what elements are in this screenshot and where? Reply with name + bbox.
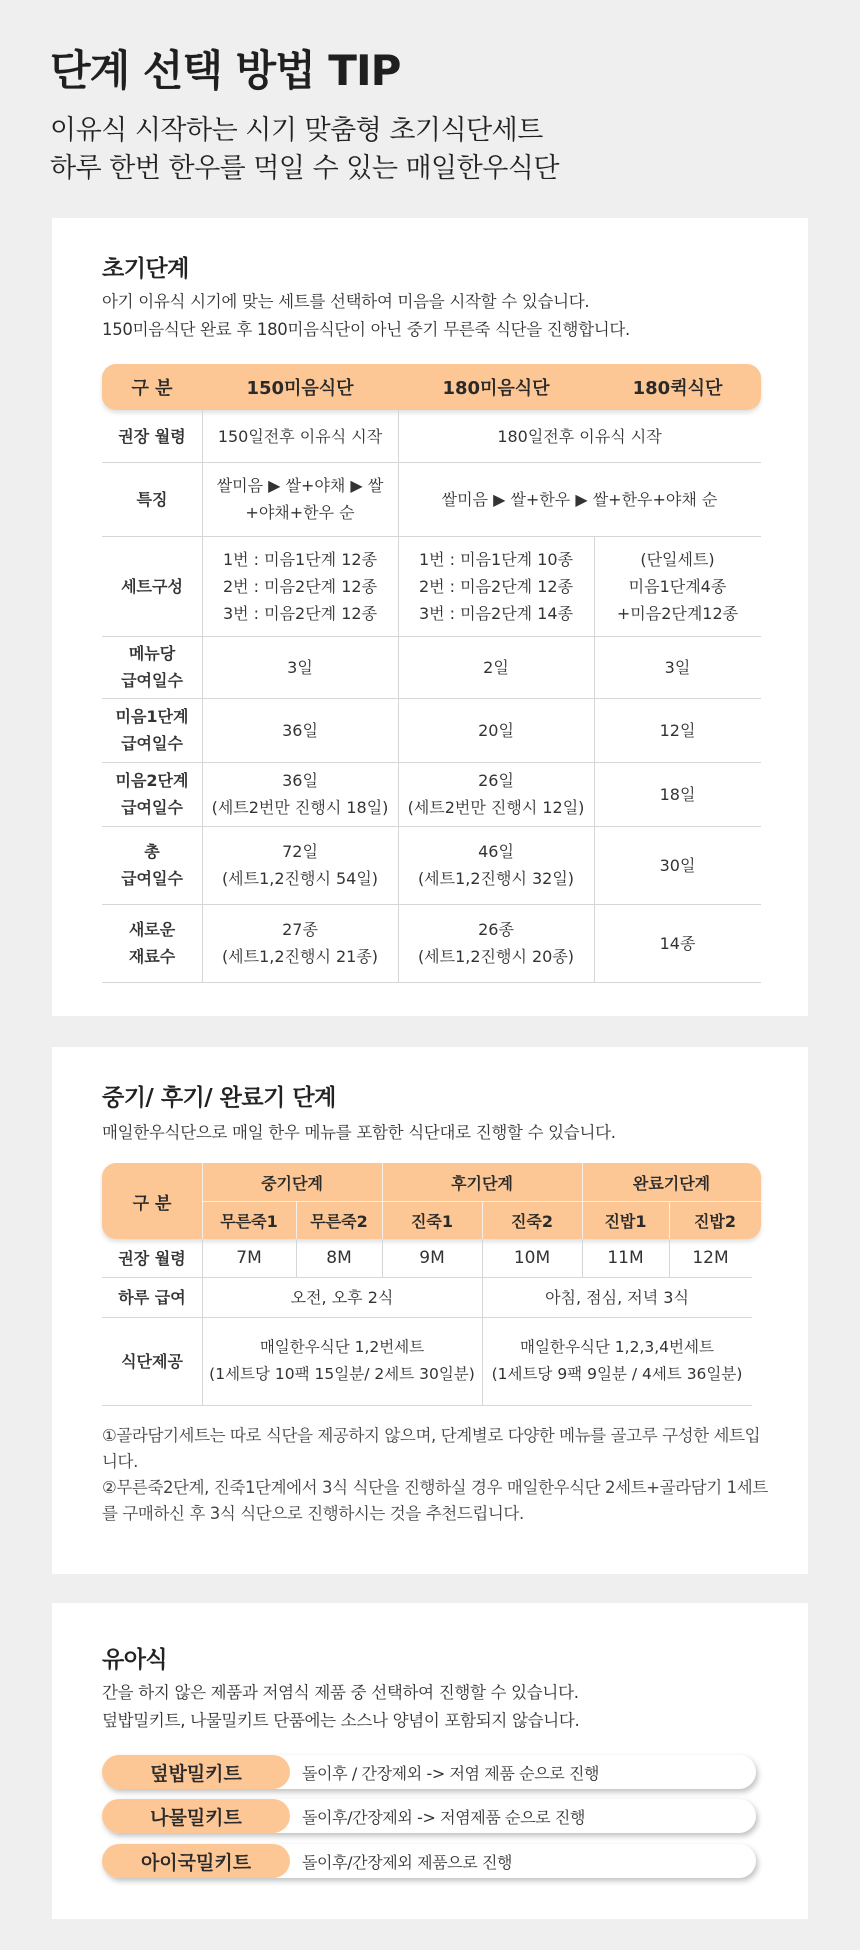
row-label: 세트구성 [121, 576, 183, 596]
header-150: 150미음식단 [246, 378, 354, 399]
header-sub: 무른죽1 [220, 1211, 278, 1231]
cell-line: +야채+한우 순 [245, 503, 355, 522]
cell: 오전, 오후 2식 [290, 1287, 394, 1307]
toddler-card [52, 1603, 808, 1919]
cell-line: 1번 : 미음1단계 12종 [222, 549, 378, 569]
cell: 3일 [664, 657, 691, 677]
row-label [102, 904, 202, 982]
cell: 11M [607, 1247, 644, 1268]
table-row [102, 904, 761, 983]
cell: 9M [419, 1247, 445, 1268]
toddler-desc-line-2: 덮밥밀키트, 나물밀키트 단품에는 소스나 양념이 포함되지 않습니다. [102, 1711, 580, 1730]
subtitle-line-1: 이유식 시작하는 시기 맞춤형 초기식단세트 [50, 115, 543, 146]
table-row [102, 536, 761, 637]
cell: 180일전후 이유식 시작 [497, 426, 662, 446]
cell-line: (1세트당 10팩 15일분/ 2세트 30일분) [209, 1365, 475, 1383]
cell [398, 762, 594, 826]
cell: 7M [236, 1247, 262, 1268]
page-subtitle [50, 112, 830, 188]
table-row [102, 1277, 752, 1318]
cell-line: 1번 : 미음1단계 10종 [418, 549, 574, 569]
row-label [102, 698, 202, 762]
note-1: ①골라담기세트는 따로 식단을 제공하지 않으며, 단계별로 다양한 메뉴를 골고루 구성한 세트입니다. [102, 1426, 761, 1471]
cell: 12M [692, 1247, 729, 1268]
label-line: 총 [144, 842, 160, 861]
cell-line: (단일세트) [640, 549, 715, 569]
cell [482, 1317, 752, 1405]
cell-line: 2번 : 미음2단계 12종 [418, 576, 574, 596]
cell-line: (세트2번만 진행시 12일) [407, 798, 585, 817]
label-line: 새로운 [128, 920, 176, 939]
header-group-late: 후기단계 [451, 1173, 513, 1193]
table-row [102, 698, 761, 763]
kit-name: 나물밀키트 [102, 1799, 290, 1833]
row-label [102, 762, 202, 826]
cell: 30일 [659, 855, 696, 875]
cell: 14종 [659, 933, 696, 953]
toddler-description [102, 1679, 579, 1735]
kit-name: 덮밥밀키트 [102, 1755, 290, 1789]
header-sub: 무른죽2 [310, 1211, 368, 1231]
cell: 쌀미음 ▶ 쌀+한우 ▶ 쌀+한우+야채 순 [441, 489, 718, 509]
middle-stage-card [52, 1047, 808, 1574]
cell [202, 904, 398, 982]
cell-line: (세트2번만 진행시 18일) [211, 798, 389, 817]
cell-line: 3번 : 미음2단계 12종 [222, 603, 378, 623]
middle-stage-description: 매일한우식단으로 매일 한우 메뉴를 포함한 식단대로 진행할 수 있습니다. [102, 1123, 616, 1142]
subtitle-line-2: 하루 한번 한우를 먹일 수 있는 매일한우식단 [50, 153, 559, 184]
cell-line: +미음2단계12종 [616, 603, 739, 623]
table-row [102, 762, 761, 827]
label-line: 급여일수 [121, 869, 183, 888]
cell-line: (1세트당 9팩 9일분 / 4세트 36일분) [491, 1365, 743, 1383]
cell-line: 36일 [282, 771, 318, 790]
row-label: 권장 월령 [118, 426, 186, 446]
header-quick: 180퀵식단 [632, 378, 723, 399]
cell-line: (세트1,2진행시 21종) [221, 947, 379, 966]
cell-line: 26일 [478, 771, 514, 790]
table-row [102, 826, 761, 905]
table-header [102, 364, 761, 410]
cell: 10M [513, 1247, 551, 1268]
row-label: 식단제공 [121, 1351, 183, 1371]
cell: 36일 [282, 720, 318, 740]
cell-line: 쌀미음 ▶ 쌀+야채 ▶ 쌀 [216, 476, 384, 495]
cell-line: (세트1,2진행시 54일) [221, 869, 379, 888]
cell [398, 536, 594, 636]
cell-line: 72일 [282, 842, 318, 861]
cell [202, 826, 398, 904]
toddler-title: 유아식 [102, 1647, 168, 1673]
label-line: 급여일수 [121, 734, 183, 753]
label-line: 급여일수 [121, 798, 183, 817]
row-label [102, 636, 202, 698]
label-line: 미음1단계 [115, 707, 189, 726]
table-row [102, 636, 761, 699]
cell-line: 26종 [478, 920, 514, 939]
label-line: 미음2단계 [115, 771, 189, 790]
early-desc-line-1: 아기 이유식 시기에 맞는 세트를 선택하여 미음을 시작할 수 있습니다. [102, 292, 590, 311]
cell [594, 536, 761, 636]
cell-line: 46일 [478, 842, 514, 861]
cell: 12일 [659, 720, 696, 740]
cell [202, 462, 398, 536]
note-2: ②무른죽2단계, 진죽1단계에서 3식 식단을 진행하실 경우 매일한우식단 2세트+골라담기 1세트를 구매하신 후 3식 식단으로 진행하시는 것을 추천드립니다. [102, 1478, 768, 1523]
cell: 아침, 점심, 저녁 3식 [545, 1287, 689, 1307]
cell-line: 매일한우식단 1,2,3,4번세트 [520, 1338, 714, 1356]
kit-desc: 돌이후 / 간장제외 -> 저염 제품 순으로 진행 [302, 1763, 600, 1783]
cell-line: 미음1단계4종 [628, 576, 727, 596]
page-title: 단계 선택 방법 TIP [50, 46, 401, 95]
early-stage-description [102, 288, 630, 344]
early-stage-title: 초기단계 [102, 256, 189, 282]
table-row [102, 1239, 752, 1278]
header-sub: 진밥1 [604, 1211, 647, 1231]
cell [202, 536, 398, 636]
cell-line: (세트1,2진행시 32일) [417, 869, 575, 888]
label-line: 재료수 [128, 947, 176, 966]
kit-desc: 돌이후/간장제외 -> 저염제품 순으로 진행 [302, 1807, 586, 1827]
header-group-complete: 완료기단계 [632, 1173, 711, 1193]
toddler-desc-line-1: 간을 하지 않은 제품과 저염식 제품 중 선택하여 진행할 수 있습니다. [102, 1683, 579, 1702]
cell-line: 3번 : 미음2단계 14종 [418, 603, 574, 623]
table-row [102, 462, 761, 537]
cell: 150일전후 이유식 시작 [217, 426, 383, 446]
row-label: 특징 [136, 489, 168, 509]
label-line: 메뉴당 [128, 644, 176, 663]
cell-line: 27종 [282, 920, 318, 939]
early-stage-card [52, 218, 808, 1016]
kit-desc: 돌이후/간장제외 제품으로 진행 [302, 1852, 513, 1872]
cell-line: 매일한우식단 1,2번세트 [259, 1338, 425, 1356]
header-category: 구 분 [131, 378, 173, 399]
cell: 2일 [483, 657, 509, 677]
header-sub: 진죽1 [410, 1211, 454, 1231]
hero [50, 38, 830, 188]
row-label [102, 826, 202, 904]
cell [398, 904, 594, 982]
kit-name: 아이국밀키트 [102, 1844, 290, 1878]
cell [398, 826, 594, 904]
row-label: 하루 급여 [118, 1287, 186, 1307]
label-line: 급여일수 [121, 671, 183, 690]
row-label: 권장 월령 [118, 1248, 186, 1268]
cell: 18일 [659, 784, 696, 804]
header-group-middle: 중기단계 [261, 1173, 323, 1193]
header-category: 구 분 [132, 1193, 172, 1214]
cell [202, 1317, 482, 1405]
table-row [102, 410, 761, 463]
header-sub: 진밥2 [693, 1211, 737, 1231]
table-header [102, 1163, 761, 1239]
kit-item [102, 1844, 756, 1878]
cell: 20일 [478, 720, 514, 740]
cell: 3일 [287, 657, 313, 677]
cell-line: 2번 : 미음2단계 12종 [222, 576, 378, 596]
cell: 8M [326, 1247, 352, 1268]
kit-item [102, 1799, 756, 1833]
header-180: 180미음식단 [442, 378, 550, 399]
header-sub: 진죽2 [510, 1211, 554, 1231]
cell [202, 762, 398, 826]
cell-line: (세트1,2진행시 20종) [417, 947, 575, 966]
middle-stage-notes [102, 1423, 772, 1527]
middle-stage-title: 중기/ 후기/ 완료기 단계 [102, 1085, 336, 1111]
table-row [102, 1317, 752, 1406]
early-desc-line-2: 150미음식단 완료 후 180미음식단이 아닌 중기 무른죽 식단을 진행합니다. [102, 320, 630, 339]
kit-item [102, 1755, 756, 1789]
